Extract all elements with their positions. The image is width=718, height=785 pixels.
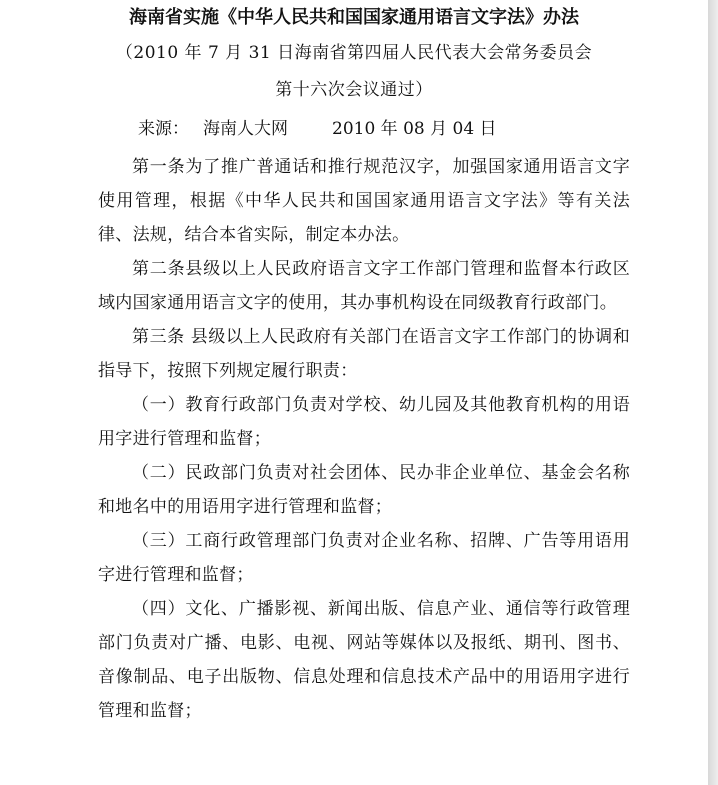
article-3-paragraph: 第三条 县级以上人民政府有关部门在语言文字工作部门的协调和指导下，按照下列规定履行职责： — [98, 327, 630, 381]
article-1-paragraph: 第一条为了推广普通话和推行规范汉字，加强国家通用语言文字使用管理，根据《中华人民共和国国家通用语言文字法》等有关法律、法规，结合本省实际，制定本办法。 — [98, 157, 630, 245]
document-title: 海南省实施《中华人民共和国国家通用语言文字法》办法 — [129, 7, 579, 28]
document-subtitle-line1: （2010 年 7 月 31 日海南省第四届人民代表大会常务委员会 — [115, 43, 593, 63]
source-label: 来源： — [138, 119, 189, 139]
article-3-item-3: （三）工商行政管理部门负责对企业名称、招牌、广告等用语用字进行管理和监督； — [98, 531, 630, 585]
source-name: 海南人大网 — [203, 119, 288, 139]
document-body[interactable] — [98, 150, 630, 728]
page-edge-shadow — [708, 0, 718, 785]
document-source-line — [138, 117, 497, 141]
document-subtitle-line2: 第十六次会议通过） — [275, 80, 433, 100]
article-3-item-4: （四）文化、广播影视、新闻出版、信息产业、通信等行政管理部门负责对广播、电影、电视、网站等媒体以及报纸、期刊、图书、音像制品、电子出版物、信息处理和信息技术产品中的用语用字进行管理和监督； — [98, 599, 630, 721]
article-2-text: 第二条县级以上人民政府语言文字工作部门管理和监督本行政区域内国家通用语言文字的使用，其办事机构设在同级教育行政部门。 — [98, 259, 630, 313]
source-date: 2010 年 08 月 04 日 — [332, 119, 497, 139]
article-3-item-1: （一）教育行政部门负责对学校、幼儿园及其他教育机构的用语用字进行管理和监督； — [98, 395, 630, 449]
article-2-paragraph — [98, 252, 630, 320]
article-3-item-2: （二）民政部门负责对社会团体、民办非企业单位、基金会名称和地名中的用语用字进行管理和监督； — [98, 463, 630, 517]
